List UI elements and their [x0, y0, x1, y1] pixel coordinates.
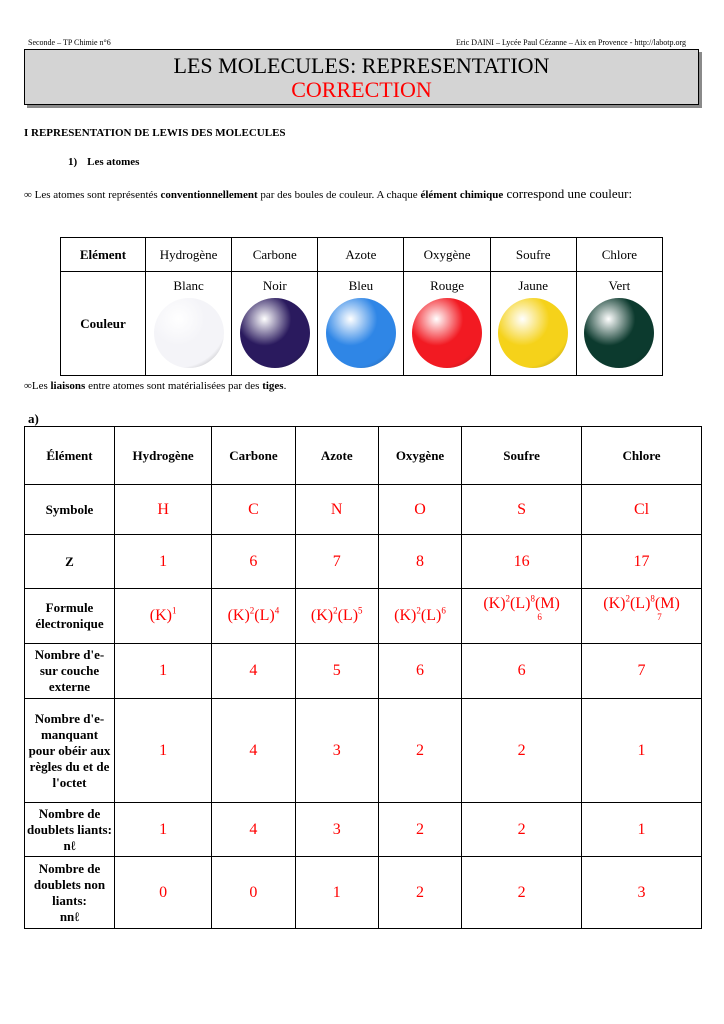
- bullet-symbol: ∞: [24, 380, 32, 392]
- color-cell: [318, 272, 404, 376]
- intro-paragraph: [24, 186, 696, 203]
- color-table-element: Oxygène: [404, 238, 490, 272]
- table-row: [25, 803, 702, 857]
- column-header: Hydrogène: [115, 427, 212, 485]
- color-name: Noir: [262, 278, 287, 293]
- color-table-element-row: [61, 238, 663, 272]
- formula-cell: [582, 589, 702, 644]
- column-header: Carbone: [212, 427, 295, 485]
- table-cell: 0: [115, 857, 212, 929]
- color-table-element: Soufre: [490, 238, 576, 272]
- black-ball-image: [240, 298, 310, 368]
- table-cell: 3: [582, 857, 702, 929]
- table-cell: 2: [378, 857, 461, 929]
- formula-cell: [462, 589, 582, 644]
- shell-l: (L): [510, 595, 531, 612]
- text-run: Les: [31, 380, 51, 392]
- table-cell: 6: [212, 535, 295, 589]
- table-cell: 1: [115, 644, 212, 699]
- page-title: LES MOLECULES: REPRESENTATION: [173, 53, 550, 78]
- table-cell: 1: [115, 535, 212, 589]
- table-cell: 4: [212, 699, 295, 803]
- yellow-ball-image: [498, 298, 568, 368]
- exponent: 1: [171, 605, 177, 616]
- exponent: 2: [333, 605, 338, 616]
- color-table-element: Hydrogène: [146, 238, 232, 272]
- table-cell: Cl: [582, 485, 702, 535]
- column-header: Oxygène: [378, 427, 461, 485]
- table-cell: 1: [115, 699, 212, 803]
- table-cell: 1: [582, 699, 702, 803]
- red-ball-image: [412, 298, 482, 368]
- color-name: Bleu: [348, 278, 374, 293]
- title-box: [24, 49, 699, 105]
- table-cell: 1: [115, 803, 212, 857]
- table-cell: 3: [295, 803, 378, 857]
- color-table-row-label: Couleur: [61, 272, 146, 376]
- color-table-element: Azote: [318, 238, 404, 272]
- text-run: entre atomes sont matérialisées par des: [85, 380, 263, 392]
- table-cell: 2: [462, 803, 582, 857]
- text-run: correspond une couleur:: [503, 186, 633, 201]
- color-cell: [146, 272, 232, 376]
- exponent: 5: [358, 605, 363, 616]
- row-label: Nombre d'e- manquant pour obéir aux règles du et de l'octet: [25, 699, 115, 803]
- subscript: 7: [657, 612, 662, 622]
- page-header-right: Eric DAINI – Lycée Paul Cézanne – Aix en Provence - http://labotp.org: [455, 38, 686, 47]
- color-name: Rouge: [430, 278, 465, 293]
- table-cell: 6: [462, 644, 582, 699]
- exponent: 2: [505, 593, 511, 604]
- shell-k: (K): [394, 607, 417, 624]
- table-cell: 5: [295, 644, 378, 699]
- color-table-element: Carbone: [232, 238, 318, 272]
- shell-k: (K): [483, 595, 506, 612]
- shell-m: (M): [534, 595, 560, 612]
- bold-term: élément chimique: [420, 189, 504, 201]
- section-heading: I REPRESENTATION DE LEWIS DES MOLECULES: [24, 127, 286, 139]
- table-cell: H: [115, 485, 212, 535]
- table-row: [25, 857, 702, 929]
- table-cell: 7: [295, 535, 378, 589]
- row-label-symbol: nnℓ: [59, 908, 80, 924]
- column-header: Azote: [295, 427, 378, 485]
- color-table: [60, 237, 663, 376]
- lewis-table: [24, 426, 702, 929]
- color-cell: [576, 272, 662, 376]
- bold-term: liaisons: [50, 380, 86, 392]
- row-label: Symbole: [25, 485, 115, 535]
- shell-k: (K): [227, 607, 250, 624]
- color-name: Jaune: [518, 278, 548, 293]
- shell-l: (L): [629, 595, 651, 612]
- table-cell: 2: [378, 699, 461, 803]
- table-cell: O: [378, 485, 461, 535]
- color-table-element: Chlore: [576, 238, 662, 272]
- table-cell: 2: [378, 803, 461, 857]
- subsection-title: Les atomes: [87, 156, 140, 168]
- subscript: 6: [537, 612, 542, 622]
- color-name: Vert: [608, 278, 631, 293]
- bold-term: tiges: [262, 380, 284, 392]
- shell-m: (M): [654, 595, 680, 612]
- row-label: Élément: [25, 427, 115, 485]
- row-label: [25, 857, 115, 929]
- table-cell: N: [295, 485, 378, 535]
- subsection-number: 1): [68, 156, 78, 168]
- table-cell: 1: [582, 803, 702, 857]
- table-row: [25, 535, 702, 589]
- liaisons-note: [24, 380, 286, 392]
- shell-l: (L): [254, 607, 275, 624]
- column-header: Chlore: [582, 427, 702, 485]
- row-label-text: Nombre de doublets non liants:: [33, 860, 106, 908]
- column-header: Soufre: [462, 427, 582, 485]
- text-run: .: [283, 380, 287, 392]
- page-subtitle: CORRECTION: [291, 77, 432, 102]
- exponent: 2: [416, 605, 421, 616]
- row-label: Formule électronique: [25, 589, 115, 644]
- table-cell: C: [212, 485, 295, 535]
- table-cell: 7: [582, 644, 702, 699]
- shell-k: (K): [310, 607, 334, 624]
- exponent: 2: [249, 605, 255, 616]
- table-row: [25, 589, 702, 644]
- table-cell: 17: [582, 535, 702, 589]
- bold-term: conventionnellement: [160, 189, 258, 201]
- row-label: Nombre de doublets liants: nℓ: [25, 803, 115, 857]
- table-cell: 6: [378, 644, 461, 699]
- color-cell: [232, 272, 318, 376]
- part-a-label: a): [28, 411, 39, 426]
- color-table-color-row: [61, 272, 663, 376]
- bullet-symbol: ∞: [24, 189, 32, 201]
- shell-l: (L): [420, 607, 442, 624]
- formula-cell: [378, 589, 461, 644]
- green-ball-image: [584, 298, 654, 368]
- table-cell: 0: [212, 857, 295, 929]
- color-cell: [404, 272, 490, 376]
- table-cell: 4: [212, 644, 295, 699]
- color-name: Blanc: [173, 278, 204, 293]
- white-ball-image: [154, 298, 224, 368]
- table-row: [25, 644, 702, 699]
- shell-l: (L): [337, 607, 359, 624]
- row-label: Z: [25, 535, 115, 589]
- exponent: 8: [650, 593, 655, 604]
- color-table-row-label: Elément: [61, 238, 146, 272]
- exponent: 4: [274, 605, 280, 616]
- table-cell: 4: [212, 803, 295, 857]
- table-cell: 2: [462, 699, 582, 803]
- page-header-left: Seconde – TP Chimie n°6: [28, 38, 111, 47]
- subsection-heading: [68, 156, 139, 168]
- table-cell: 2: [462, 857, 582, 929]
- formula-cell: [115, 589, 212, 644]
- formula-cell: [212, 589, 295, 644]
- color-cell: [490, 272, 576, 376]
- formula-cell: [295, 589, 378, 644]
- exponent: 6: [441, 605, 446, 616]
- row-label: Nombre d'e- sur couche externe: [25, 644, 115, 699]
- shell-k: (K): [149, 607, 172, 624]
- exponent: 8: [530, 593, 535, 604]
- shell-k: (K): [603, 595, 626, 612]
- table-cell: 1: [295, 857, 378, 929]
- table-cell: S: [462, 485, 582, 535]
- table-cell: 16: [462, 535, 582, 589]
- table-cell: 3: [295, 699, 378, 803]
- exponent: 2: [625, 593, 630, 604]
- table-row: [25, 485, 702, 535]
- table-row: [25, 699, 702, 803]
- table-row: [25, 427, 702, 485]
- text-run: par des boules de couleur. A chaque: [257, 189, 421, 201]
- text-run: Les atomes sont représentés: [31, 189, 161, 201]
- table-cell: 8: [378, 535, 461, 589]
- blue-ball-image: [326, 298, 396, 368]
